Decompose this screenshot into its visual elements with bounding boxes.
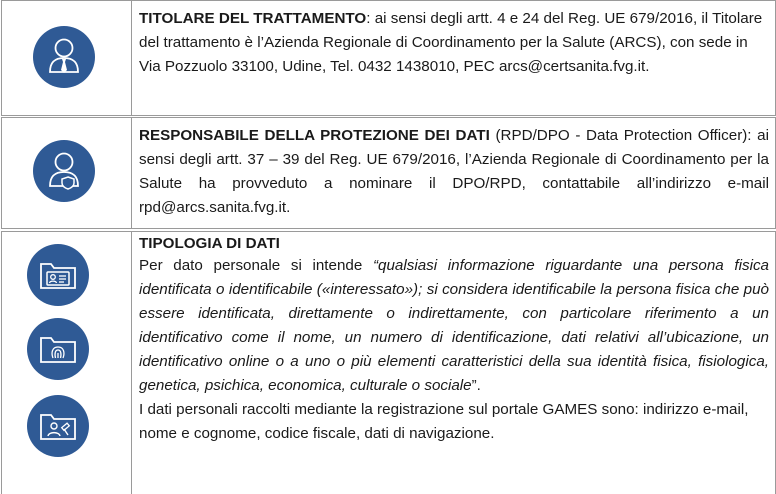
responsabile-icon-cell [2, 118, 132, 228]
folder-user-gavel-icon [27, 395, 89, 457]
tipologia-collected: I dati personali raccolti mediante la registrazione sul portale GAMES sono: indirizzo e-mail, nome e cognome, codice fiscale, dati di navigazione. [139, 401, 749, 442]
titolare-icon-cell [2, 1, 132, 115]
person-tie-icon [33, 26, 95, 88]
tipologia-section [1, 231, 776, 494]
tipologia-icon-cell [2, 232, 132, 494]
titolare-text [139, 7, 769, 79]
tipologia-definition [139, 254, 769, 398]
folder-fingerprint-icon [27, 318, 89, 380]
titolare-section [1, 0, 776, 116]
responsabile-section [1, 117, 776, 229]
tipologia-quote: “qualsiasi informazione riguardante una persona fisica identificata o identificabile («interessato»); si considera identificabile la persona fisica che può essere identificata, direttamente o indirettamente, con particolare riferimento a un identificativo come il nome, un numero di identificazione, dati relativi all’ubicazione, un identificativo online o a uno o più elementi caratteristici della sua identità fisica, fisiologica, genetica, psichica, economica, culturale o sociale [139, 257, 769, 394]
person-shield-icon [33, 140, 95, 202]
responsabile-text [139, 124, 769, 220]
tipologia-quote-end: ”. [471, 377, 481, 394]
folder-id-card-icon [27, 244, 89, 306]
tipologia-heading: TIPOLOGIA DI DATI [139, 235, 280, 252]
tipologia-text [139, 234, 769, 446]
titolare-heading: TITOLARE DEL TRATTAMENTO [139, 10, 367, 27]
tipologia-intro: Per dato personale si intende [139, 257, 373, 274]
responsabile-heading: RESPONSABILE DELLA PROTEZIONE DEI DATI [139, 127, 490, 144]
responsabile-body: (RPD/DPO - Data Protection Officer): ai sensi degli artt. 37 – 39 del Reg. UE 679/2016, l’Azienda Regionale di Coordinamento per la Salute ha provveduto a nominare il DPO/RPD, contattabile all’indirizzo e-mail rpd@arcs.sanita.fvg.it. [139, 127, 769, 216]
titolare-body: : ai sensi degli artt. 4 e 24 del Reg. UE 679/2016, il Titolare del trattamento è l’Azienda Regionale di Coordinamento per la Salute (ARCS), con sede in Via Pozzuolo 33100, Udine, Tel. 0432 1438010, PEC arcs@certsanita.fvg.it. [139, 10, 763, 75]
